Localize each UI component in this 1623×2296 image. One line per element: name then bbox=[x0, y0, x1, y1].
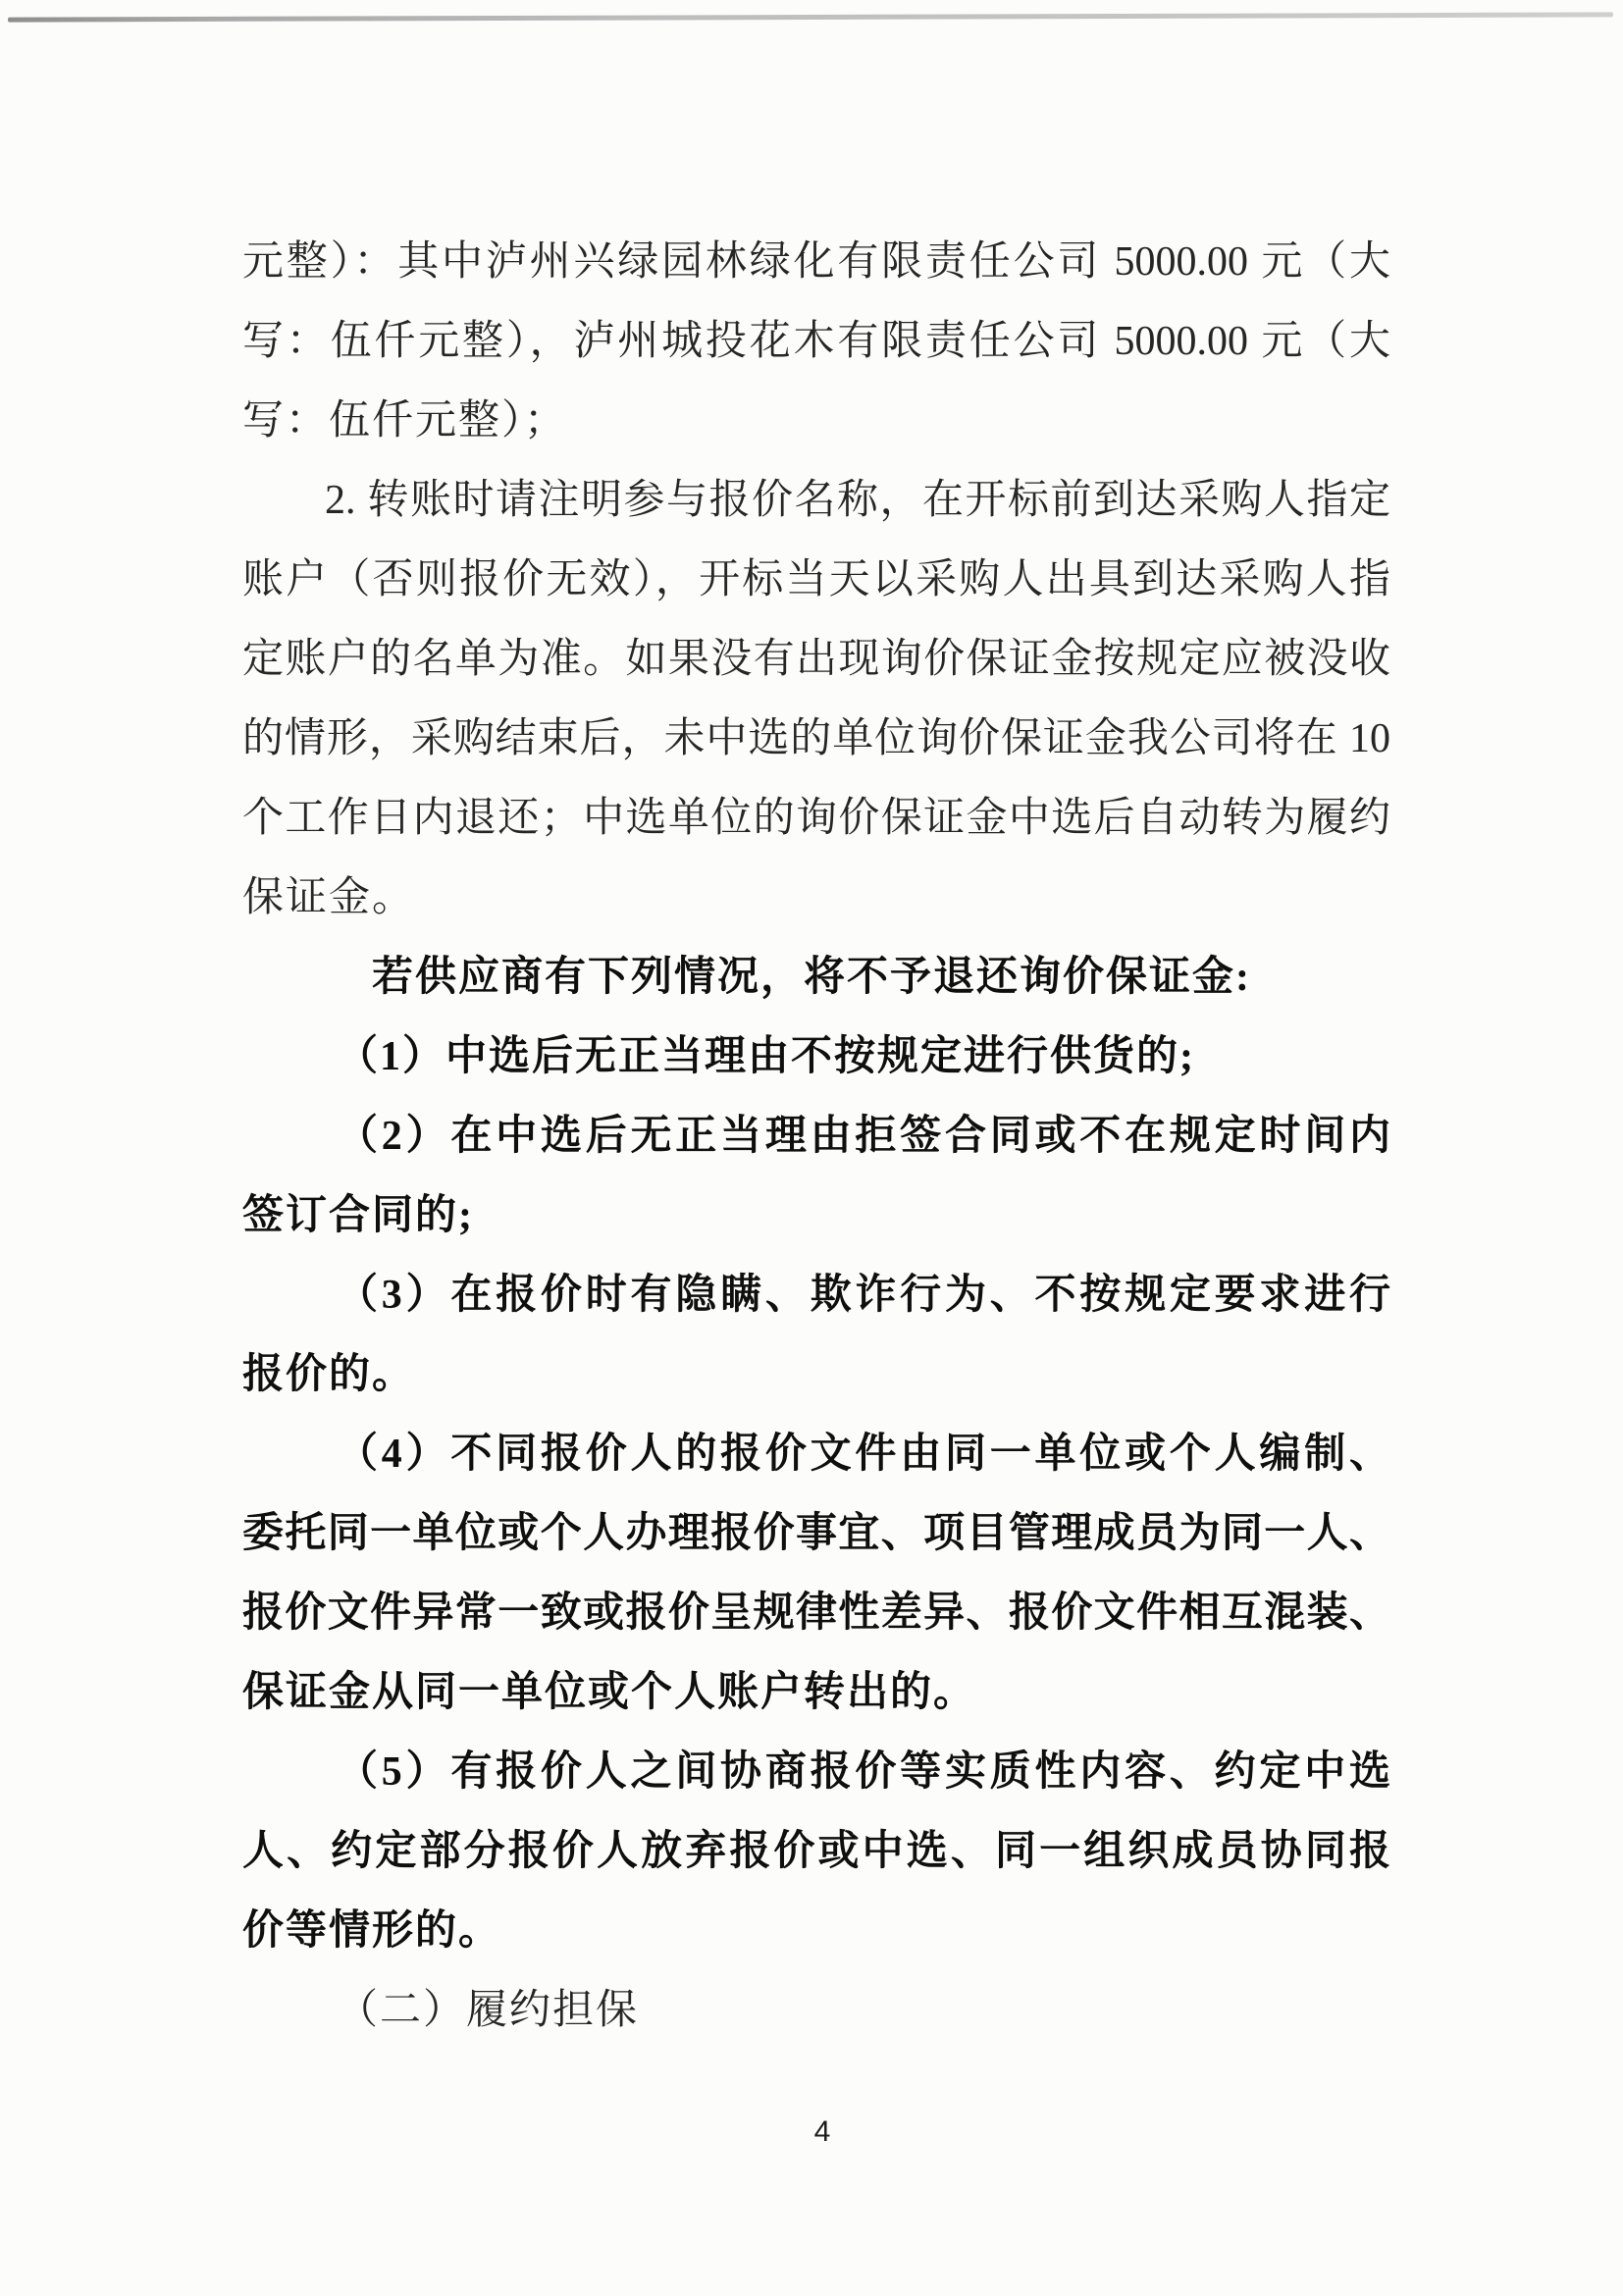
text-line: （2）在中选后无正当理由拒签合同或不在规定时间内 bbox=[337, 1114, 1390, 1159]
text-line: 价等情形的。 bbox=[242, 1908, 502, 1954]
text-line: 元整）：其中泸州兴绿园林绿化有限责任公司 5000.00 元（大 bbox=[242, 239, 1390, 285]
text-line: 若供应商有下列情况，将不予退还询价保证金: bbox=[372, 955, 1251, 1000]
scan-line-artifact bbox=[8, 12, 1613, 22]
text-line: 定账户的名单为准。如果没有出现询价保证金按规定应被没收 bbox=[242, 637, 1390, 682]
text-line: 委托同一单位或个人办理报价事宜、项目管理成员为同一人、 bbox=[242, 1511, 1390, 1556]
text-line: 保证金从同一单位或个人账户转出的。 bbox=[242, 1670, 977, 1715]
text-line: （4）不同报价人的报价文件由同一单位或个人编制、 bbox=[337, 1432, 1390, 1477]
text-line: 写：伍仟元整）； bbox=[242, 398, 568, 444]
text-line: 签订合同的; bbox=[242, 1193, 474, 1238]
text-line: 保证金。 bbox=[242, 875, 416, 920]
text-line: 账户（否则报价无效），开标当天以采购人出具到达采购人指 bbox=[242, 557, 1390, 602]
text-line: 人、约定部分报价人放弃报价或中选、同一组织成员协同报 bbox=[242, 1829, 1390, 1874]
text-line: 报价的。 bbox=[242, 1352, 416, 1397]
text-line: 报价文件异常一致或报价呈规律性差异、报价文件相互混装、 bbox=[242, 1591, 1390, 1636]
page-number: 4 bbox=[813, 2115, 831, 2148]
text-line: （1）中选后无正当理由不按规定进行供货的; bbox=[337, 1034, 1195, 1079]
text-line: （二）履约担保 bbox=[337, 1988, 640, 2033]
text-line: （5）有报价人之间协商报价等实质性内容、约定中选 bbox=[337, 1749, 1390, 1795]
text-line: 2. 转账时请注明参与报价名称，在开标前到达采购人指定 bbox=[325, 478, 1390, 523]
text-line: （3）在报价时有隐瞒、欺诈行为、不按规定要求进行 bbox=[337, 1273, 1390, 1318]
text-line: 写：伍仟元整），泸州城投花木有限责任公司 5000.00 元（大 bbox=[242, 319, 1390, 364]
document-body bbox=[242, 223, 1390, 2051]
text-line: 个工作日内退还；中选单位的询价保证金中选后自动转为履约 bbox=[242, 796, 1390, 841]
text-line: 的情形，采购结束后，未中选的单位询价保证金我公司将在 10 bbox=[242, 716, 1390, 761]
